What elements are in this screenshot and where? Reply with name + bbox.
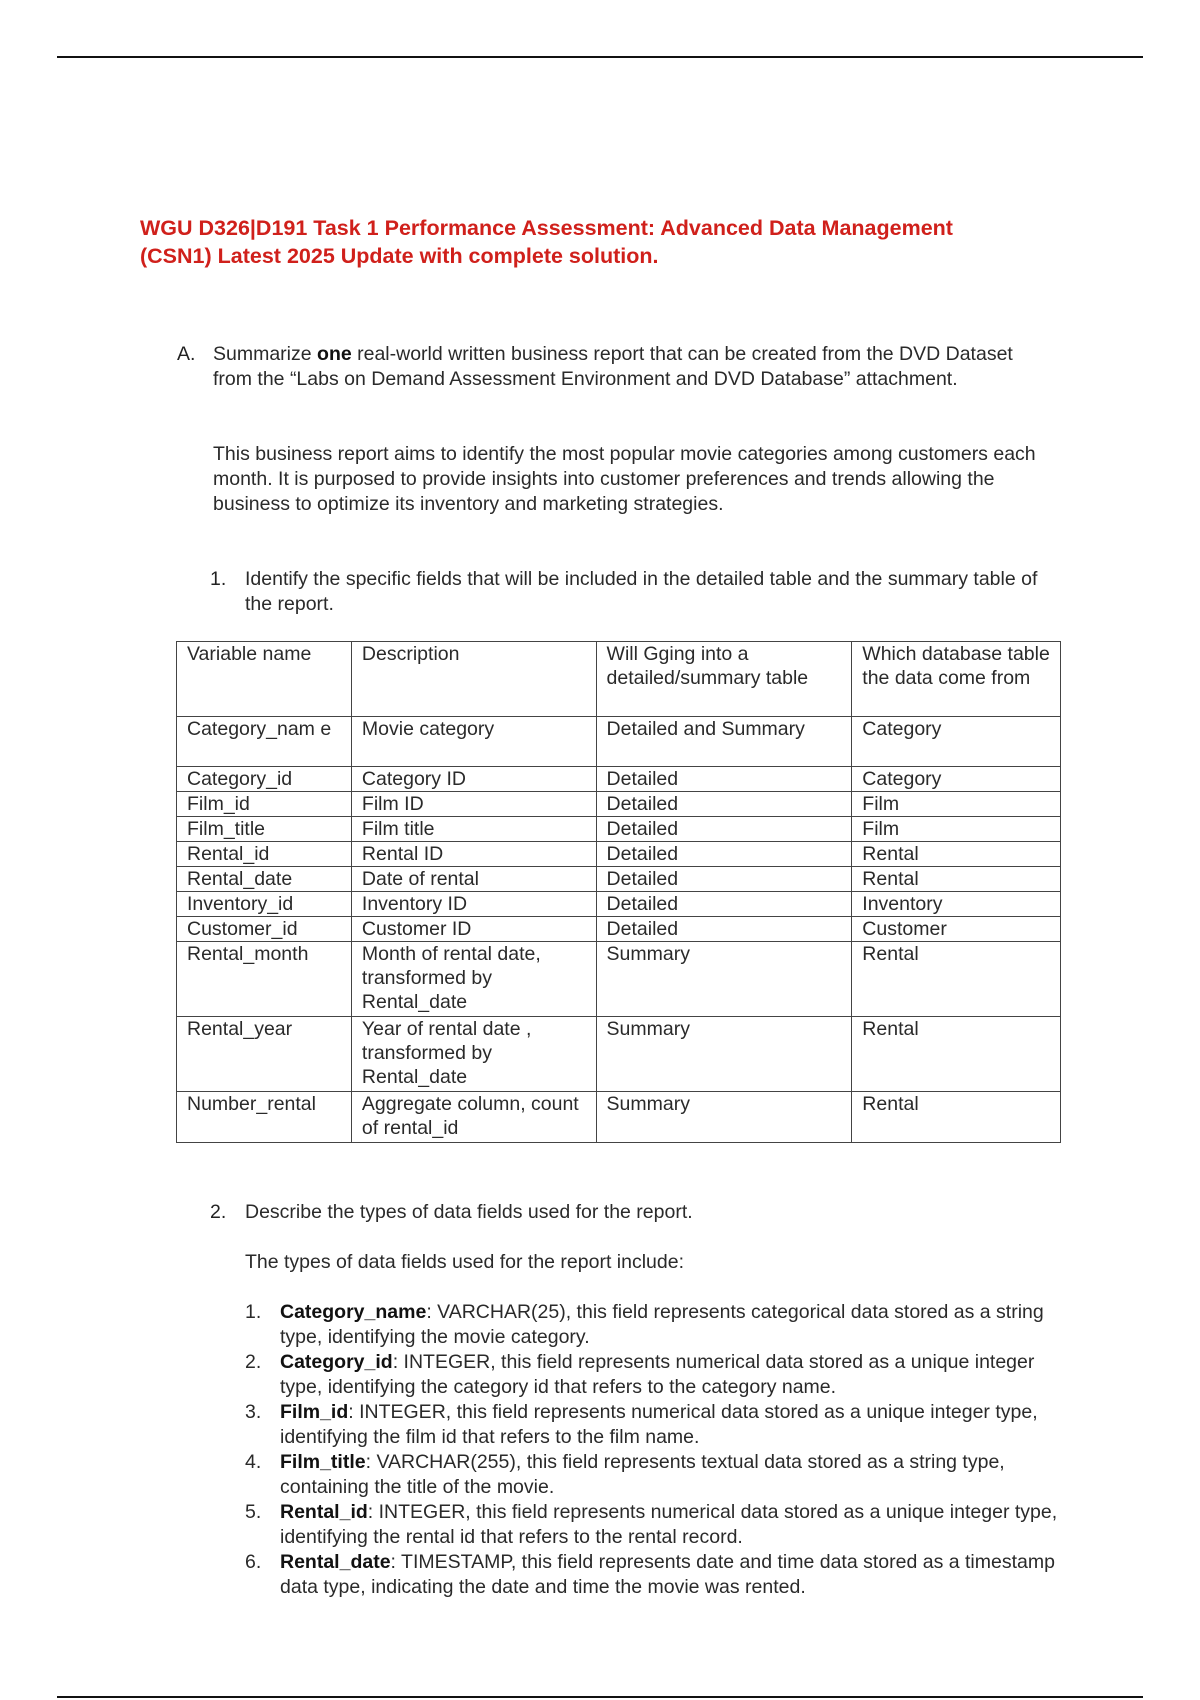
prompt-bold: one <box>317 343 352 365</box>
table-cell: Summary <box>596 942 852 1017</box>
table-cell: Detailed <box>596 792 852 817</box>
table-row <box>177 1017 1061 1092</box>
list-item <box>245 1550 1065 1600</box>
section-a-prompt <box>213 342 1043 392</box>
table-cell: Date of rental <box>351 867 596 892</box>
table-cell: Customer <box>852 917 1061 942</box>
table-cell: Film title <box>351 817 596 842</box>
field-description: : TIMESTAMP, this field represents date and time data stored as a timestamp data type, indicating the date and time the movie was rented. <box>280 1551 1055 1598</box>
question-2-number: 2. <box>210 1201 227 1223</box>
field-name: Category_id <box>280 1351 393 1373</box>
question-1-text: Identify the specific fields that will be included in the detailed table and the summary table of the report. <box>245 568 1038 615</box>
table-cell: Customer ID <box>351 917 596 942</box>
table-row <box>177 867 1061 892</box>
table-row <box>177 942 1061 1017</box>
table-cell: Month of rental date, transformed by Rental_date <box>351 942 596 1017</box>
question-2-text: Describe the types of data fields used for the report. <box>245 1201 693 1223</box>
table-cell: Detailed <box>596 842 852 867</box>
list-item <box>245 1500 1065 1550</box>
prompt-post: real-world written business report that can be created from the DVD Dataset from the “Labs on Demand Assessment Environment and DVD Database” attachment. <box>213 343 1013 390</box>
table-cell: Rental <box>852 1092 1061 1143</box>
fields-table <box>176 641 1061 1143</box>
data-types-list <box>245 1300 1065 1600</box>
table-cell: Rental <box>852 867 1061 892</box>
table-row <box>177 1092 1061 1143</box>
list-item-number: 6. <box>245 1551 262 1573</box>
field-name: Rental_id <box>280 1501 368 1523</box>
list-item-number: 1. <box>245 1301 262 1323</box>
table-cell: Rental <box>852 1017 1061 1092</box>
field-name: Category_name <box>280 1301 427 1323</box>
list-item <box>245 1400 1065 1450</box>
table-cell: Detailed <box>596 917 852 942</box>
field-description: : INTEGER, this field represents numerical data stored as a unique integer type, identifying the category id that refers to the category name. <box>280 1351 1035 1398</box>
table-cell: Year of rental date , transformed by Rental_date <box>351 1017 596 1092</box>
table-row <box>177 917 1061 942</box>
section-a-marker: A. <box>177 343 196 365</box>
table-row <box>177 717 1061 767</box>
section-a-answer: This business report aims to identify the most popular movie categories among customers each month. It is purposed to provide insights into customer preferences and trends allowing the business to optimize its inventory and marketing strategies. <box>213 443 1036 515</box>
table-cell: Detailed <box>596 767 852 792</box>
table-row <box>177 792 1061 817</box>
field-name: Film_title <box>280 1451 366 1473</box>
table-row <box>177 892 1061 917</box>
table-cell: Detailed <box>596 817 852 842</box>
table-row <box>177 767 1061 792</box>
table-cell: Category <box>852 717 1061 767</box>
table-cell: Rental_year <box>177 1017 352 1092</box>
field-description: : VARCHAR(255), this field represents textual data stored as a string type, containing the title of the movie. <box>280 1451 1005 1498</box>
page-top-rule <box>57 56 1143 58</box>
list-item <box>245 1450 1065 1500</box>
table-cell: Category <box>852 767 1061 792</box>
table-row <box>177 842 1061 867</box>
header-cell: Variable name <box>177 642 352 717</box>
table-cell: Detailed and Summary <box>596 717 852 767</box>
table-cell: Inventory_id <box>177 892 352 917</box>
list-item <box>245 1350 1065 1400</box>
field-name: Rental_date <box>280 1551 391 1573</box>
table-cell: Rental_month <box>177 942 352 1017</box>
table-cell: Rental_date <box>177 867 352 892</box>
table-cell: Film <box>852 817 1061 842</box>
table-cell: Aggregate column, count of rental_id <box>351 1092 596 1143</box>
header-cell: Will Gging into a detailed/summary table <box>596 642 852 717</box>
table-cell: Rental ID <box>351 842 596 867</box>
table-cell: Film_title <box>177 817 352 842</box>
document-title: WGU D326|D191 Task 1 Performance Assessment: Advanced Data Management (CSN1) Latest 2025 Update with complete solution. <box>140 216 953 268</box>
question-1-number: 1. <box>210 568 227 590</box>
list-item-number: 4. <box>245 1451 262 1473</box>
page-bottom-rule <box>57 1696 1143 1698</box>
table-cell: Customer_id <box>177 917 352 942</box>
table-cell: Number_rental <box>177 1092 352 1143</box>
table-cell: Rental <box>852 842 1061 867</box>
table-cell: Category_id <box>177 767 352 792</box>
table-cell: Category ID <box>351 767 596 792</box>
table-cell: Detailed <box>596 892 852 917</box>
table-cell: Detailed <box>596 867 852 892</box>
table-header-row <box>177 642 1061 717</box>
field-description: : VARCHAR(25), this field represents categorical data stored as a string type, identifying the movie category. <box>280 1301 1044 1348</box>
table-cell: Inventory ID <box>351 892 596 917</box>
list-item-number: 2. <box>245 1351 262 1373</box>
prompt-pre: Summarize <box>213 343 318 365</box>
table-cell: Summary <box>596 1092 852 1143</box>
list-item-number: 5. <box>245 1501 262 1523</box>
table-cell: Inventory <box>852 892 1061 917</box>
types-intro: The types of data fields used for the report include: <box>245 1251 685 1273</box>
field-name: Film_id <box>280 1401 349 1423</box>
table-cell: Category_nam e <box>177 717 352 767</box>
table-cell: Movie category <box>351 717 596 767</box>
header-cell: Description <box>351 642 596 717</box>
table-cell: Film_id <box>177 792 352 817</box>
list-item <box>245 1300 1065 1350</box>
table-row <box>177 817 1061 842</box>
table-cell: Rental_id <box>177 842 352 867</box>
table-cell: Film ID <box>351 792 596 817</box>
header-cell: Which database table the data come from <box>852 642 1061 717</box>
list-item-number: 3. <box>245 1401 262 1423</box>
table-cell: Film <box>852 792 1061 817</box>
field-description: : INTEGER, this field represents numerical data stored as a unique integer type, identifying the rental id that refers to the rental record. <box>280 1501 1058 1548</box>
field-description: : INTEGER, this field represents numerical data stored as a unique integer type, identifying the film id that refers to the film name. <box>280 1401 1038 1448</box>
table-cell: Rental <box>852 942 1061 1017</box>
table-cell: Summary <box>596 1017 852 1092</box>
